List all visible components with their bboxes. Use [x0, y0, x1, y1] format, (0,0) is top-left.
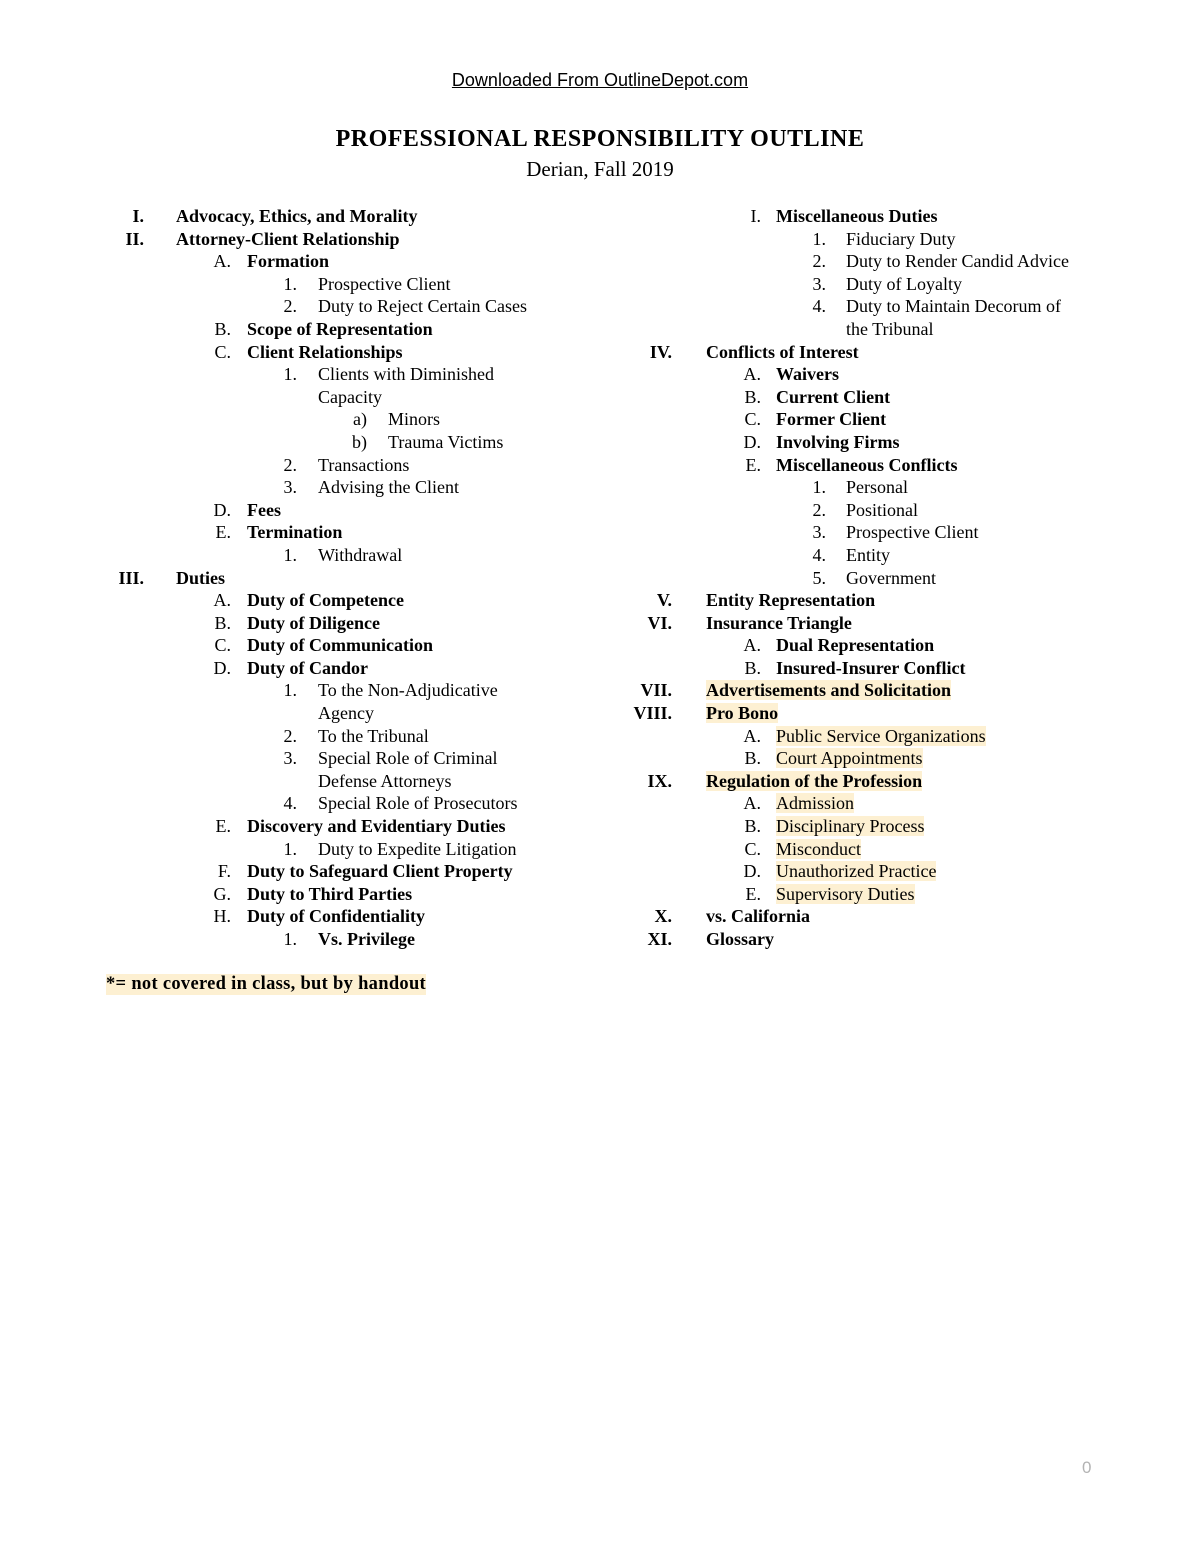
outline-item-label: Special Role of Criminal — [318, 748, 498, 769]
outline-item-label: Capacity — [318, 386, 382, 407]
outline-item — [100, 521, 560, 544]
outline-item-label: Duty of Candor — [247, 657, 369, 678]
outline-item-number: 3. — [283, 748, 297, 769]
outline-item — [610, 725, 1110, 748]
outline-item — [100, 363, 560, 386]
outline-item — [610, 815, 1110, 838]
outline-item — [610, 499, 1110, 522]
outline-item-number: C. — [214, 341, 231, 362]
outline-item — [100, 454, 560, 477]
outline-item — [610, 928, 1110, 951]
outline-item-number: D. — [743, 861, 761, 882]
outline-item — [100, 792, 560, 815]
outline-item-label: Public Service Organizations — [776, 725, 986, 746]
outline-item-number: VII. — [640, 680, 672, 701]
outline-item-number: D. — [213, 657, 231, 678]
outline-item-number: C. — [214, 635, 231, 656]
outline-item — [100, 476, 560, 499]
outline-item-label: Government — [846, 567, 936, 588]
outline-item — [610, 521, 1110, 544]
outline-item-label: Glossary — [706, 929, 775, 949]
outline-item-number: B. — [744, 816, 761, 837]
outline-item-number: XI. — [647, 929, 672, 949]
outline-item-label: Duty to Maintain Decorum of — [846, 296, 1061, 317]
outline-item-label: Unauthorized Practice — [776, 861, 937, 882]
outline-item-number: X. — [654, 906, 672, 927]
outline-item-number: B. — [744, 386, 761, 407]
outline-item-label: Fees — [247, 499, 281, 520]
outline-item-number: 1. — [283, 273, 297, 294]
outline-item-number: 1. — [283, 838, 297, 859]
outline-item-number: IX. — [647, 770, 672, 791]
outline-item-label: Agency — [318, 703, 374, 724]
outline-item-number: 4. — [283, 793, 297, 814]
outline-item — [100, 228, 560, 251]
outline-item-label: Special Role of Prosecutors — [318, 793, 518, 814]
outline-item-number: 5. — [812, 567, 826, 588]
outline-item — [610, 883, 1110, 906]
outline-item-label: Positional — [846, 499, 919, 520]
outline-item — [610, 295, 1110, 318]
outline-item — [610, 747, 1110, 770]
outline-item-number: 3. — [283, 477, 297, 498]
outline-item-number: II. — [125, 228, 144, 249]
document-title: PROFESSIONAL RESPONSIBILITY OUTLINE — [335, 126, 865, 152]
outline-item-number: F. — [217, 861, 231, 882]
outline-item — [610, 273, 1110, 296]
outline-item-label: Duty to Reject Certain Cases — [318, 296, 527, 317]
outline-item — [100, 499, 560, 522]
outline-item — [100, 905, 560, 928]
outline-item-number: a) — [353, 409, 367, 430]
source-link[interactable]: Downloaded From OutlineDepot.com — [451, 70, 749, 90]
outline-item — [610, 341, 1110, 364]
outline-item-number: B. — [214, 318, 231, 339]
outline-item-label: vs. California — [706, 906, 811, 927]
outline-item-number: E. — [215, 816, 231, 837]
outline-item — [610, 770, 1110, 793]
outline-item-label: Former Client — [776, 409, 887, 430]
outline-item-label: Advertisements and Solicitation — [706, 680, 951, 701]
outline-item-number: B. — [744, 657, 761, 678]
outline-item-label: Supervisory Duties — [776, 883, 915, 904]
outline-item-number: 4. — [812, 296, 826, 317]
page-number: 0 — [1082, 1458, 1092, 1477]
outline-item-number: C. — [744, 838, 761, 859]
outline-item-number: 3. — [812, 273, 826, 294]
outline-item — [610, 250, 1110, 273]
outline-item-number: A. — [743, 725, 761, 746]
outline-item — [610, 679, 1110, 702]
outline-item — [100, 408, 560, 431]
outline-item-number: 2. — [283, 725, 297, 746]
outline-item — [610, 228, 1110, 251]
outline-item-label: Regulation of the Profession — [706, 770, 923, 791]
outline-item — [100, 634, 560, 657]
outline-item-number: 4. — [812, 544, 826, 565]
outline-item — [610, 205, 1110, 228]
outline-item-number: A. — [213, 590, 231, 611]
outline-item — [610, 657, 1110, 680]
outline-item-number: G. — [213, 883, 231, 904]
outline-right-column — [610, 205, 1110, 951]
outline-item-number: 1. — [283, 364, 297, 385]
outline-item — [610, 431, 1110, 454]
outline-item — [610, 318, 1110, 341]
outline-item — [610, 454, 1110, 477]
outline-item — [610, 408, 1110, 431]
outline-item-label: Withdrawal — [318, 544, 403, 565]
outline-item-number: E. — [215, 522, 231, 543]
outline-item-label: Misconduct — [776, 838, 861, 859]
outline-item-number: V. — [656, 590, 672, 611]
outline-item — [100, 928, 560, 951]
outline-item-label: Court Appointments — [776, 748, 923, 769]
outline-item-number: b) — [352, 431, 367, 452]
outline-item — [610, 612, 1110, 635]
outline-item-label: Defense Attorneys — [318, 770, 452, 791]
outline-item-number: VIII. — [633, 703, 672, 724]
outline-item-label: Duties — [176, 567, 225, 588]
outline-item-label: Duty to Expedite Litigation — [318, 838, 517, 859]
outline-item — [100, 702, 560, 725]
outline-item-number: 2. — [283, 454, 297, 475]
outline-item-label: Miscellaneous Conflicts — [776, 454, 958, 475]
outline-item-label: Duty of Communication — [247, 635, 434, 656]
outline-item-number: I. — [750, 206, 761, 226]
outline-item — [100, 679, 560, 702]
outline-item-label: Vs. Privilege — [318, 929, 415, 949]
outline-item-label: Entity Representation — [706, 590, 876, 611]
outline-item-number: H. — [213, 906, 231, 927]
outline-item-number: E. — [745, 883, 761, 904]
outline-item — [610, 634, 1110, 657]
outline-item-number: 2. — [283, 296, 297, 317]
outline-item-label: Clients with Diminished — [318, 364, 495, 385]
outline-item-label: Entity — [846, 544, 890, 565]
outline-item-label: To the Non-Adjudicative — [318, 680, 498, 701]
outline-item-label: Trauma Victims — [388, 431, 504, 452]
outline-item — [100, 657, 560, 680]
outline-item-number: D. — [213, 499, 231, 520]
outline-item-label: Termination — [247, 522, 343, 543]
outline-item-label: Duty of Loyalty — [846, 273, 962, 294]
outline-item — [100, 567, 560, 590]
outline-item-label: To the Tribunal — [318, 725, 429, 746]
outline-item-label: Client Relationships — [247, 341, 403, 362]
outline-item-label: Conflicts of Interest — [706, 341, 859, 362]
outline-item-label: Pro Bono — [706, 703, 779, 724]
outline-item-number: 1. — [812, 477, 826, 498]
outline-item-label: Duty of Diligence — [247, 612, 380, 633]
outline-item-label: Duty of Competence — [247, 590, 404, 611]
outline-item-number: A. — [743, 635, 761, 656]
outline-item-label: the Tribunal — [846, 318, 934, 339]
outline-item-number: A. — [743, 364, 761, 385]
outline-item-label: Involving Firms — [776, 431, 900, 452]
outline-item-label: Transactions — [318, 454, 410, 475]
outline-item — [100, 295, 560, 318]
outline-item — [100, 747, 560, 770]
outline-item-label: Current Client — [776, 386, 891, 407]
outline-item-number: D. — [743, 431, 761, 452]
outline-item-label: Disciplinary Process — [776, 816, 925, 837]
outline-item — [610, 792, 1110, 815]
outline-item-label: Insured-Insurer Conflict — [776, 657, 966, 678]
outline-item — [100, 860, 560, 883]
outline-item — [100, 589, 560, 612]
outline-item — [100, 431, 560, 454]
outline-item-number: VI. — [647, 612, 672, 633]
outline-item-number: 1. — [283, 544, 297, 565]
outline-item-label: Advising the Client — [318, 477, 459, 498]
outline-item-label: Prospective Client — [846, 522, 979, 543]
outline-item-label: Formation — [247, 251, 329, 272]
outline-item — [100, 883, 560, 906]
outline-item-number: A. — [743, 793, 761, 814]
outline-item-number: IV. — [649, 341, 672, 362]
outline-item-label: Advocacy, Ethics, and Morality — [176, 206, 418, 226]
outline-item-label: Duty to Render Candid Advice — [846, 251, 1069, 272]
outline-item — [610, 544, 1110, 567]
outline-item-label: Admission — [776, 793, 855, 814]
outline-item — [100, 341, 560, 364]
outline-item — [100, 386, 560, 409]
outline-item — [610, 363, 1110, 386]
outline-item-label: Waivers — [776, 364, 839, 385]
outline-item — [610, 838, 1110, 861]
document-subtitle: Derian, Fall 2019 — [526, 157, 674, 181]
outline-left-column — [100, 205, 560, 951]
outline-item-label: Discovery and Evidentiary Duties — [247, 816, 506, 837]
outline-item — [100, 612, 560, 635]
outline-item-label: Scope of Representation — [247, 318, 433, 339]
outline-item — [610, 386, 1110, 409]
outline-item-number: C. — [744, 409, 761, 430]
outline-item-number: 3. — [812, 522, 826, 543]
outline-item-label: Duty to Safeguard Client Property — [247, 861, 513, 882]
outline-item — [100, 205, 560, 228]
outline-item — [610, 860, 1110, 883]
outline-item — [610, 567, 1110, 590]
outline-item-number: 2. — [812, 499, 826, 520]
outline-item — [100, 318, 560, 341]
outline-item — [610, 702, 1110, 725]
outline-item-label: Prospective Client — [318, 273, 451, 294]
outline-item-number: 1. — [812, 228, 826, 249]
outline-item — [100, 815, 560, 838]
outline-item-label: Duty to Third Parties — [247, 883, 413, 904]
outline-item-label: Attorney-Client Relationship — [176, 228, 400, 249]
outline-item — [100, 544, 560, 567]
outline-item-number: E. — [745, 454, 761, 475]
outline-item-label: Duty of Confidentiality — [247, 906, 426, 927]
outline-item — [100, 838, 560, 861]
outline-item-number: 1. — [283, 929, 297, 949]
outline-item — [100, 250, 560, 273]
outline-item-number: B. — [744, 748, 761, 769]
outline-item-label: Miscellaneous Duties — [776, 206, 938, 226]
outline-item-label: Personal — [846, 477, 908, 498]
outline-item-number: 2. — [812, 251, 826, 272]
outline-item-label: Dual Representation — [776, 635, 935, 656]
outline-item-number: B. — [214, 612, 231, 633]
outline-item-label: Insurance Triangle — [706, 612, 852, 633]
outline-item — [100, 725, 560, 748]
outline-item-label: Minors — [388, 409, 441, 430]
footnote: *= not covered in class, but by handout — [106, 974, 427, 994]
outline-item — [610, 589, 1110, 612]
outline-item-number: III. — [118, 567, 144, 588]
outline-item-number: 1. — [283, 680, 297, 701]
outline-item — [610, 905, 1110, 928]
outline-item-number: A. — [213, 251, 231, 272]
outline-item — [100, 770, 560, 793]
outline-item — [100, 273, 560, 296]
outline-item-label: Fiduciary Duty — [846, 228, 956, 249]
outline-item-number: I. — [132, 206, 144, 226]
outline-item — [610, 476, 1110, 499]
